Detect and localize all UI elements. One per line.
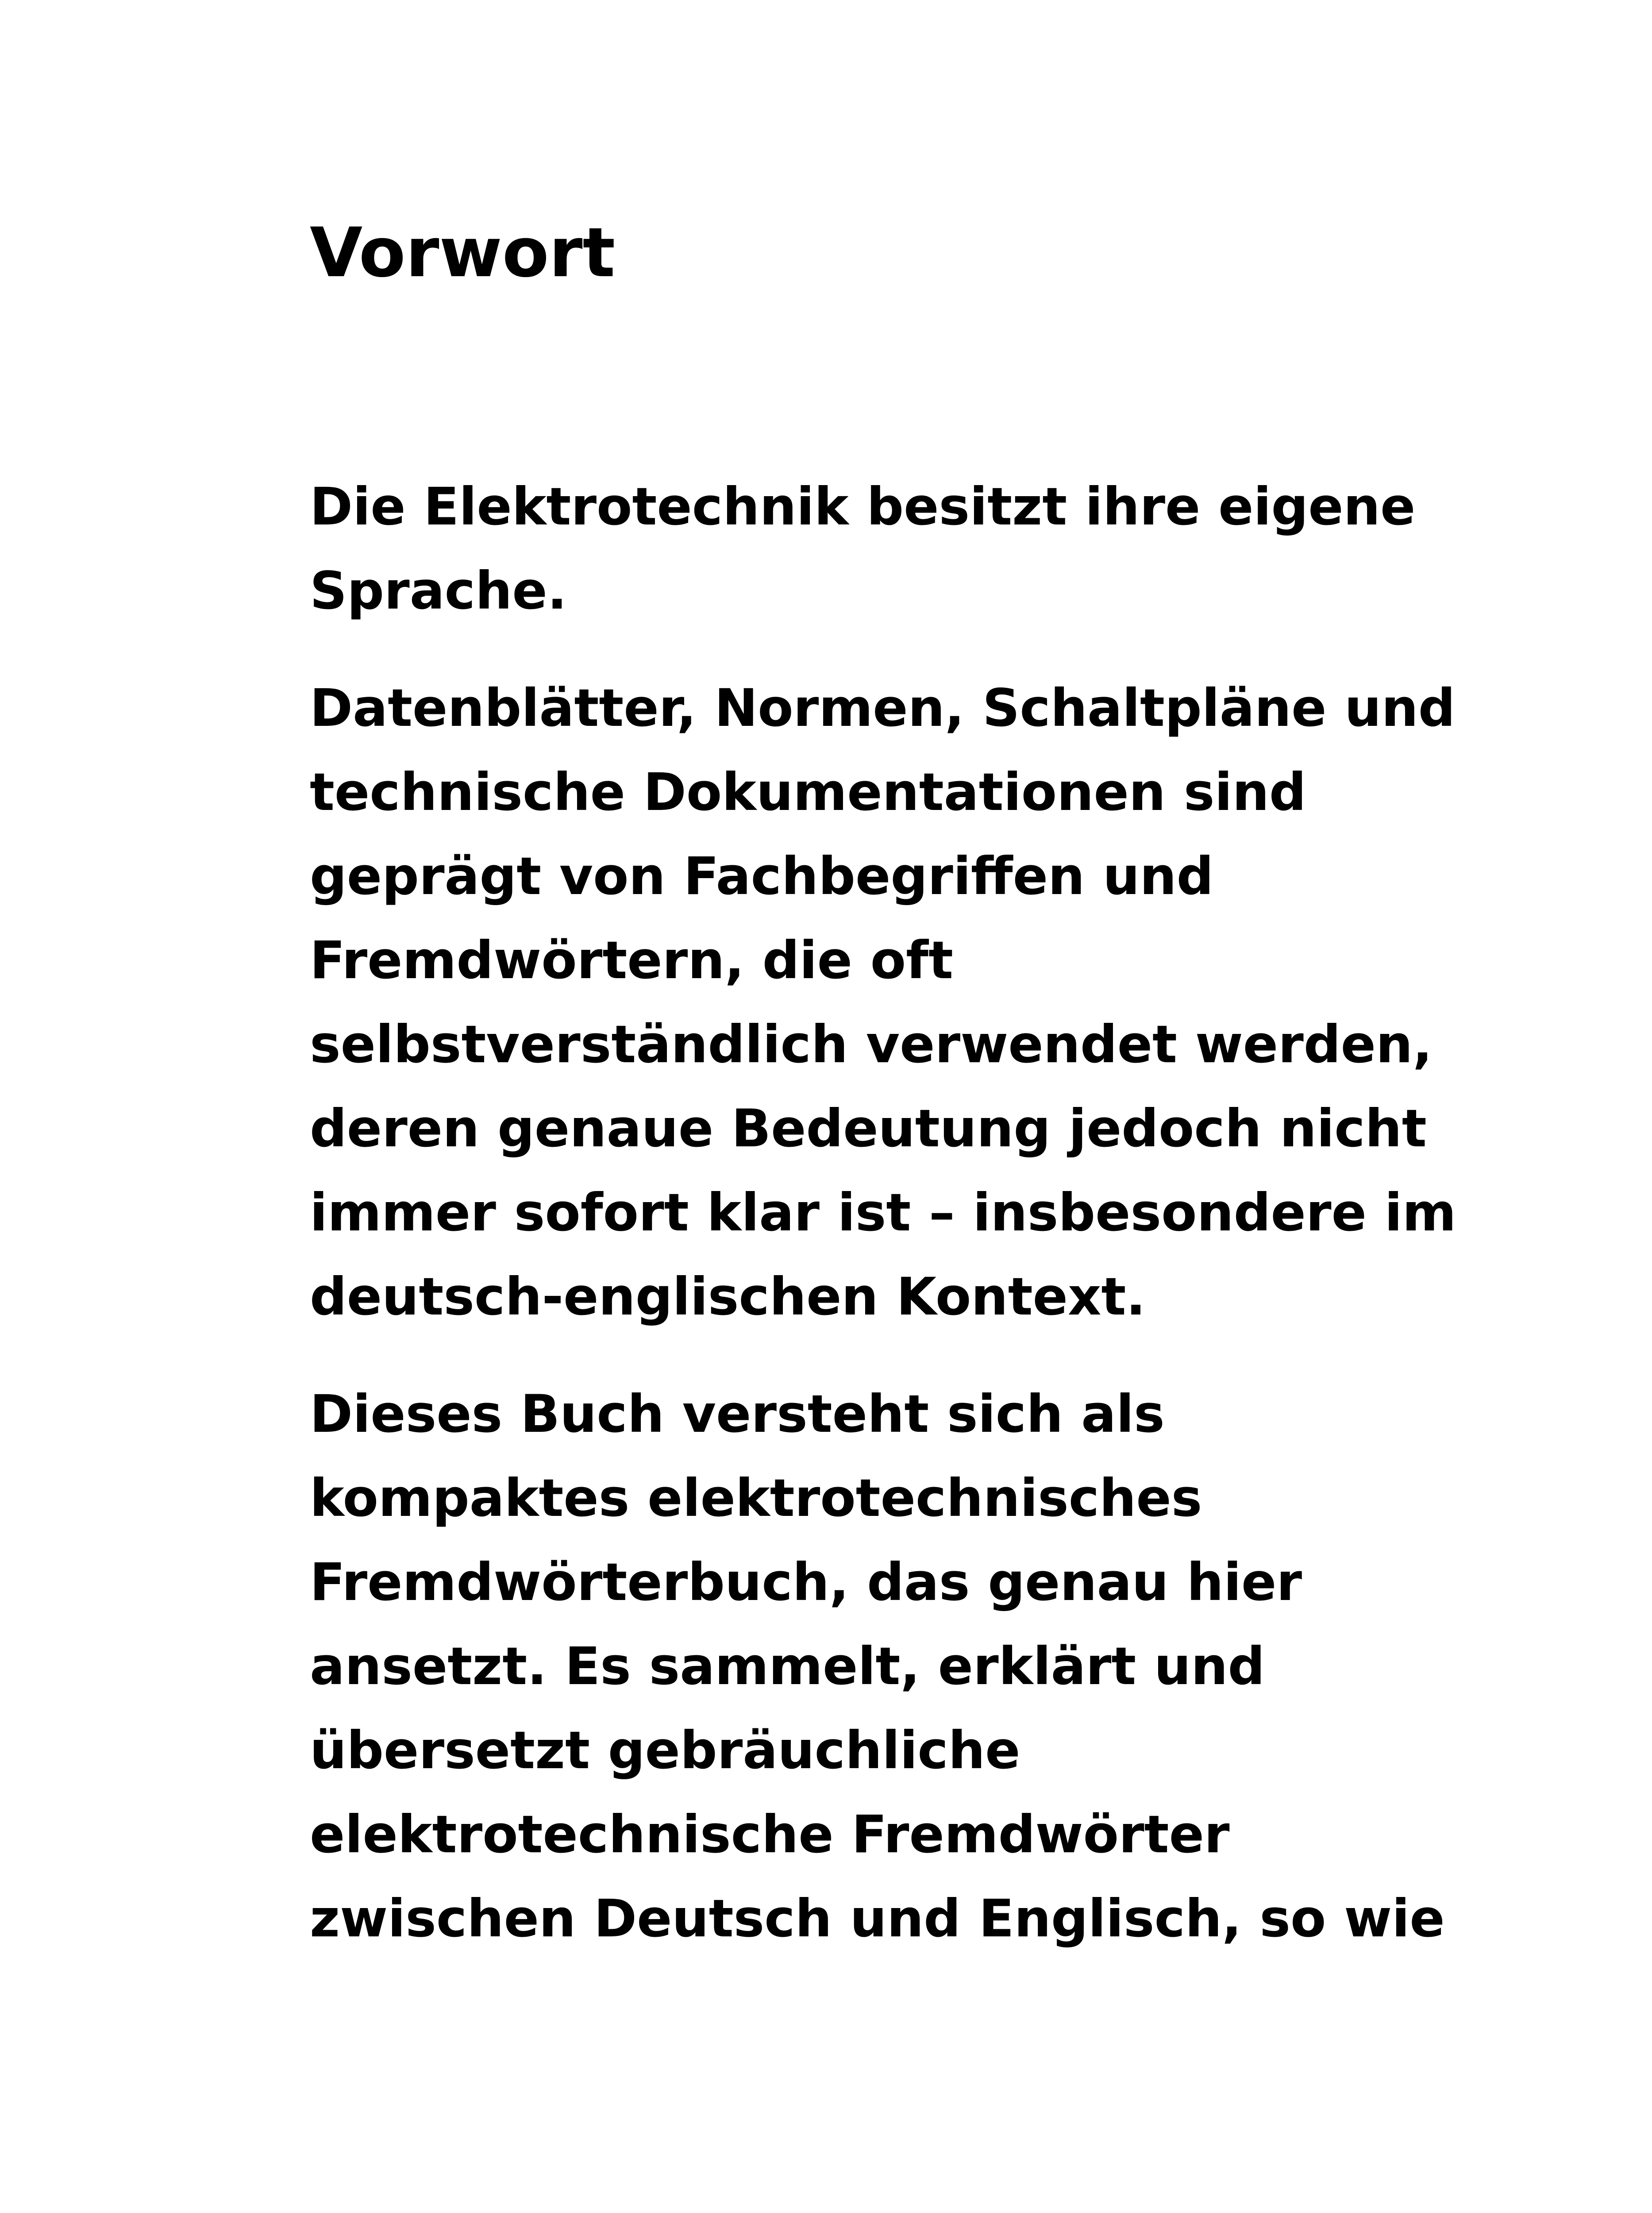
text-line: deren genaue Bedeutung jedoch nicht — [310, 1098, 1427, 1159]
text-line: elektrotechnische Fremdwörter — [310, 1804, 1230, 1865]
text-line: selbstverständlich verwendet werden, — [310, 1014, 1433, 1075]
text-line: technische Dokumentationen sind — [310, 762, 1306, 822]
text-line: Dieses Buch versteht sich als — [310, 1384, 1165, 1444]
page-title: Vorwort — [310, 213, 616, 293]
paragraph-2 — [310, 666, 1487, 1339]
text-line: kompaktes elektrotechnisches — [310, 1468, 1202, 1528]
text-line: Fremdwörterbuch, das genau hier — [310, 1552, 1302, 1612]
paragraph-3 — [310, 1372, 1487, 1961]
body-text — [310, 465, 1487, 1994]
text-line: deutsch-englischen Kontext. — [310, 1266, 1146, 1327]
text-line: übersetzt gebräuchliche — [310, 1720, 1020, 1781]
text-line: Sprache. — [310, 560, 567, 621]
text-line: zwischen Deutsch und Englisch, so wie — [310, 1888, 1445, 1949]
text-line: Die Elektrotechnik besitzt ihre eigene — [310, 476, 1416, 537]
text-line: Fremdwörtern, die oft — [310, 930, 953, 991]
paragraph-1 — [310, 465, 1487, 633]
text-line: immer sofort klar ist – insbesondere im — [310, 1182, 1456, 1243]
text-line: geprägt von Fachbegriffen und — [310, 846, 1214, 906]
text-line: Datenblätter, Normen, Schaltpläne und — [310, 678, 1456, 738]
text-line: ansetzt. Es sammelt, erklärt und — [310, 1636, 1265, 1696]
